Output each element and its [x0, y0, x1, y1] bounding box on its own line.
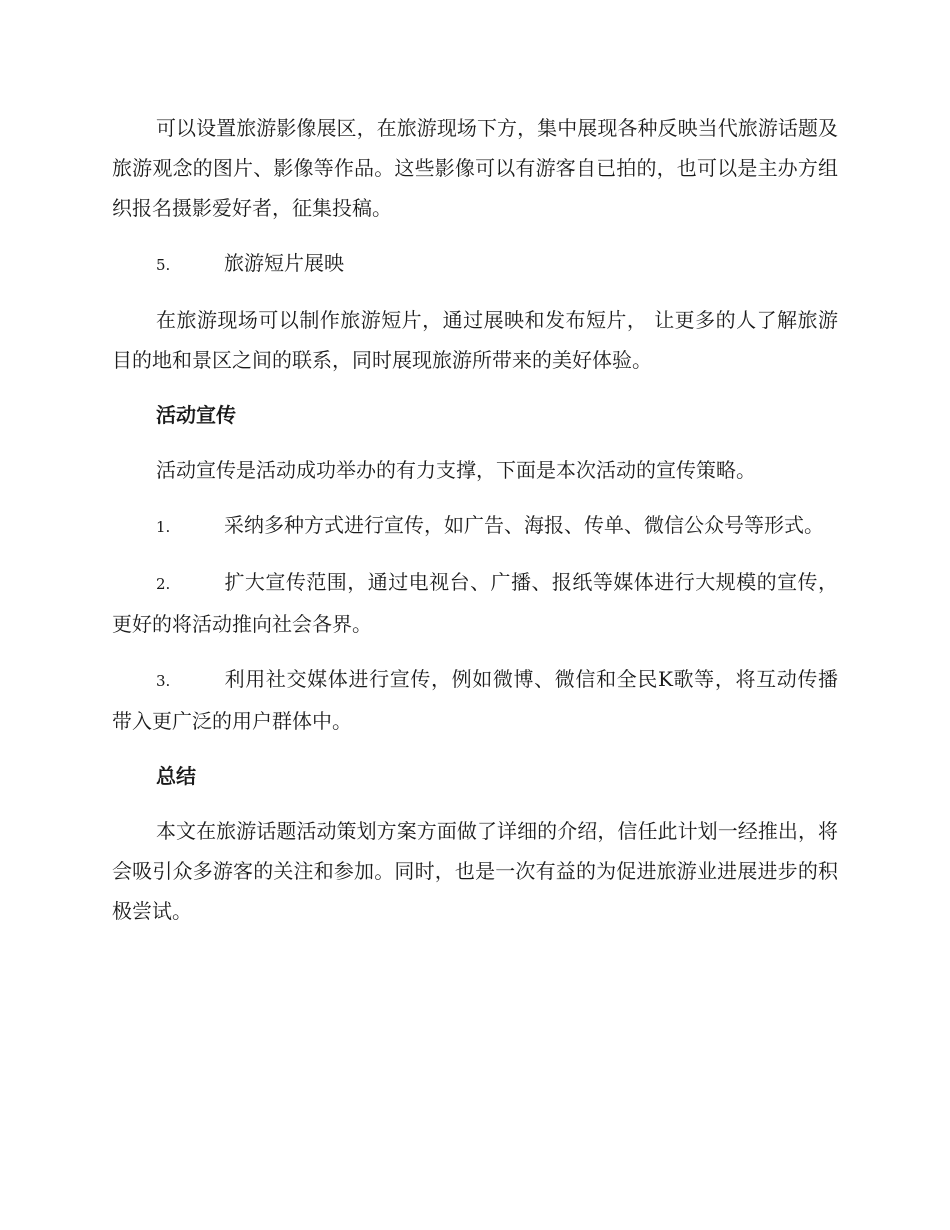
paragraph-summary: 本文在旅游话题活动策划方案方面做了详细的介绍，信任此计划一经推出，将会吸引众多游客的关注和参加。同时，也是一次有益的为促进旅游业进展进步的积极尝试。	[112, 819, 838, 923]
list-number: 3.	[156, 672, 171, 690]
list-number: 2.	[156, 575, 171, 593]
paragraph-promotion-intro: 活动宣传是活动成功举办的有力支撑，下面是本次活动的宣传策略。	[156, 458, 756, 482]
list-item-text: 旅游短片展映	[224, 251, 344, 275]
list-item	[112, 562, 838, 644]
paragraph-photo-exhibit: 可以设置旅游影像展区，在旅游现场下方，集中展现各种反映当代旅游话题及旅游观念的图片、影像等作品。这些影像可以有游客自已拍的，也可以是主办方组织报名摄影爱好者，征集投稿。	[112, 116, 838, 220]
list-item	[112, 505, 838, 547]
section-heading-promotion: 活动宣传	[156, 403, 236, 427]
list-item-text: 扩大宣传范围，通过电视台、广播、报纸等媒体进行大规模的宣传，更好的将活动推向社会各界。	[112, 570, 838, 636]
list-item-short-film	[112, 243, 838, 285]
paragraph-short-film: 在旅游现场可以制作旅游短片，通过展映和发布短片， 让更多的人了解旅游目的地和景区之间的联系，同时展现旅游所带来的美好体验。	[112, 308, 838, 372]
list-item	[112, 659, 838, 741]
list-item-text: 利用社交媒体进行宣传，例如微博、微信和全民K歌等，将互动传播带入更广泛的用户群体中。	[112, 667, 838, 733]
list-number: 1.	[156, 518, 171, 536]
list-number: 5.	[156, 256, 171, 274]
list-item-text: 采纳多种方式进行宣传，如广告、海报、传单、微信公众号等形式。	[224, 513, 824, 537]
section-heading-summary: 总结	[156, 764, 196, 788]
document-page	[112, 108, 838, 946]
